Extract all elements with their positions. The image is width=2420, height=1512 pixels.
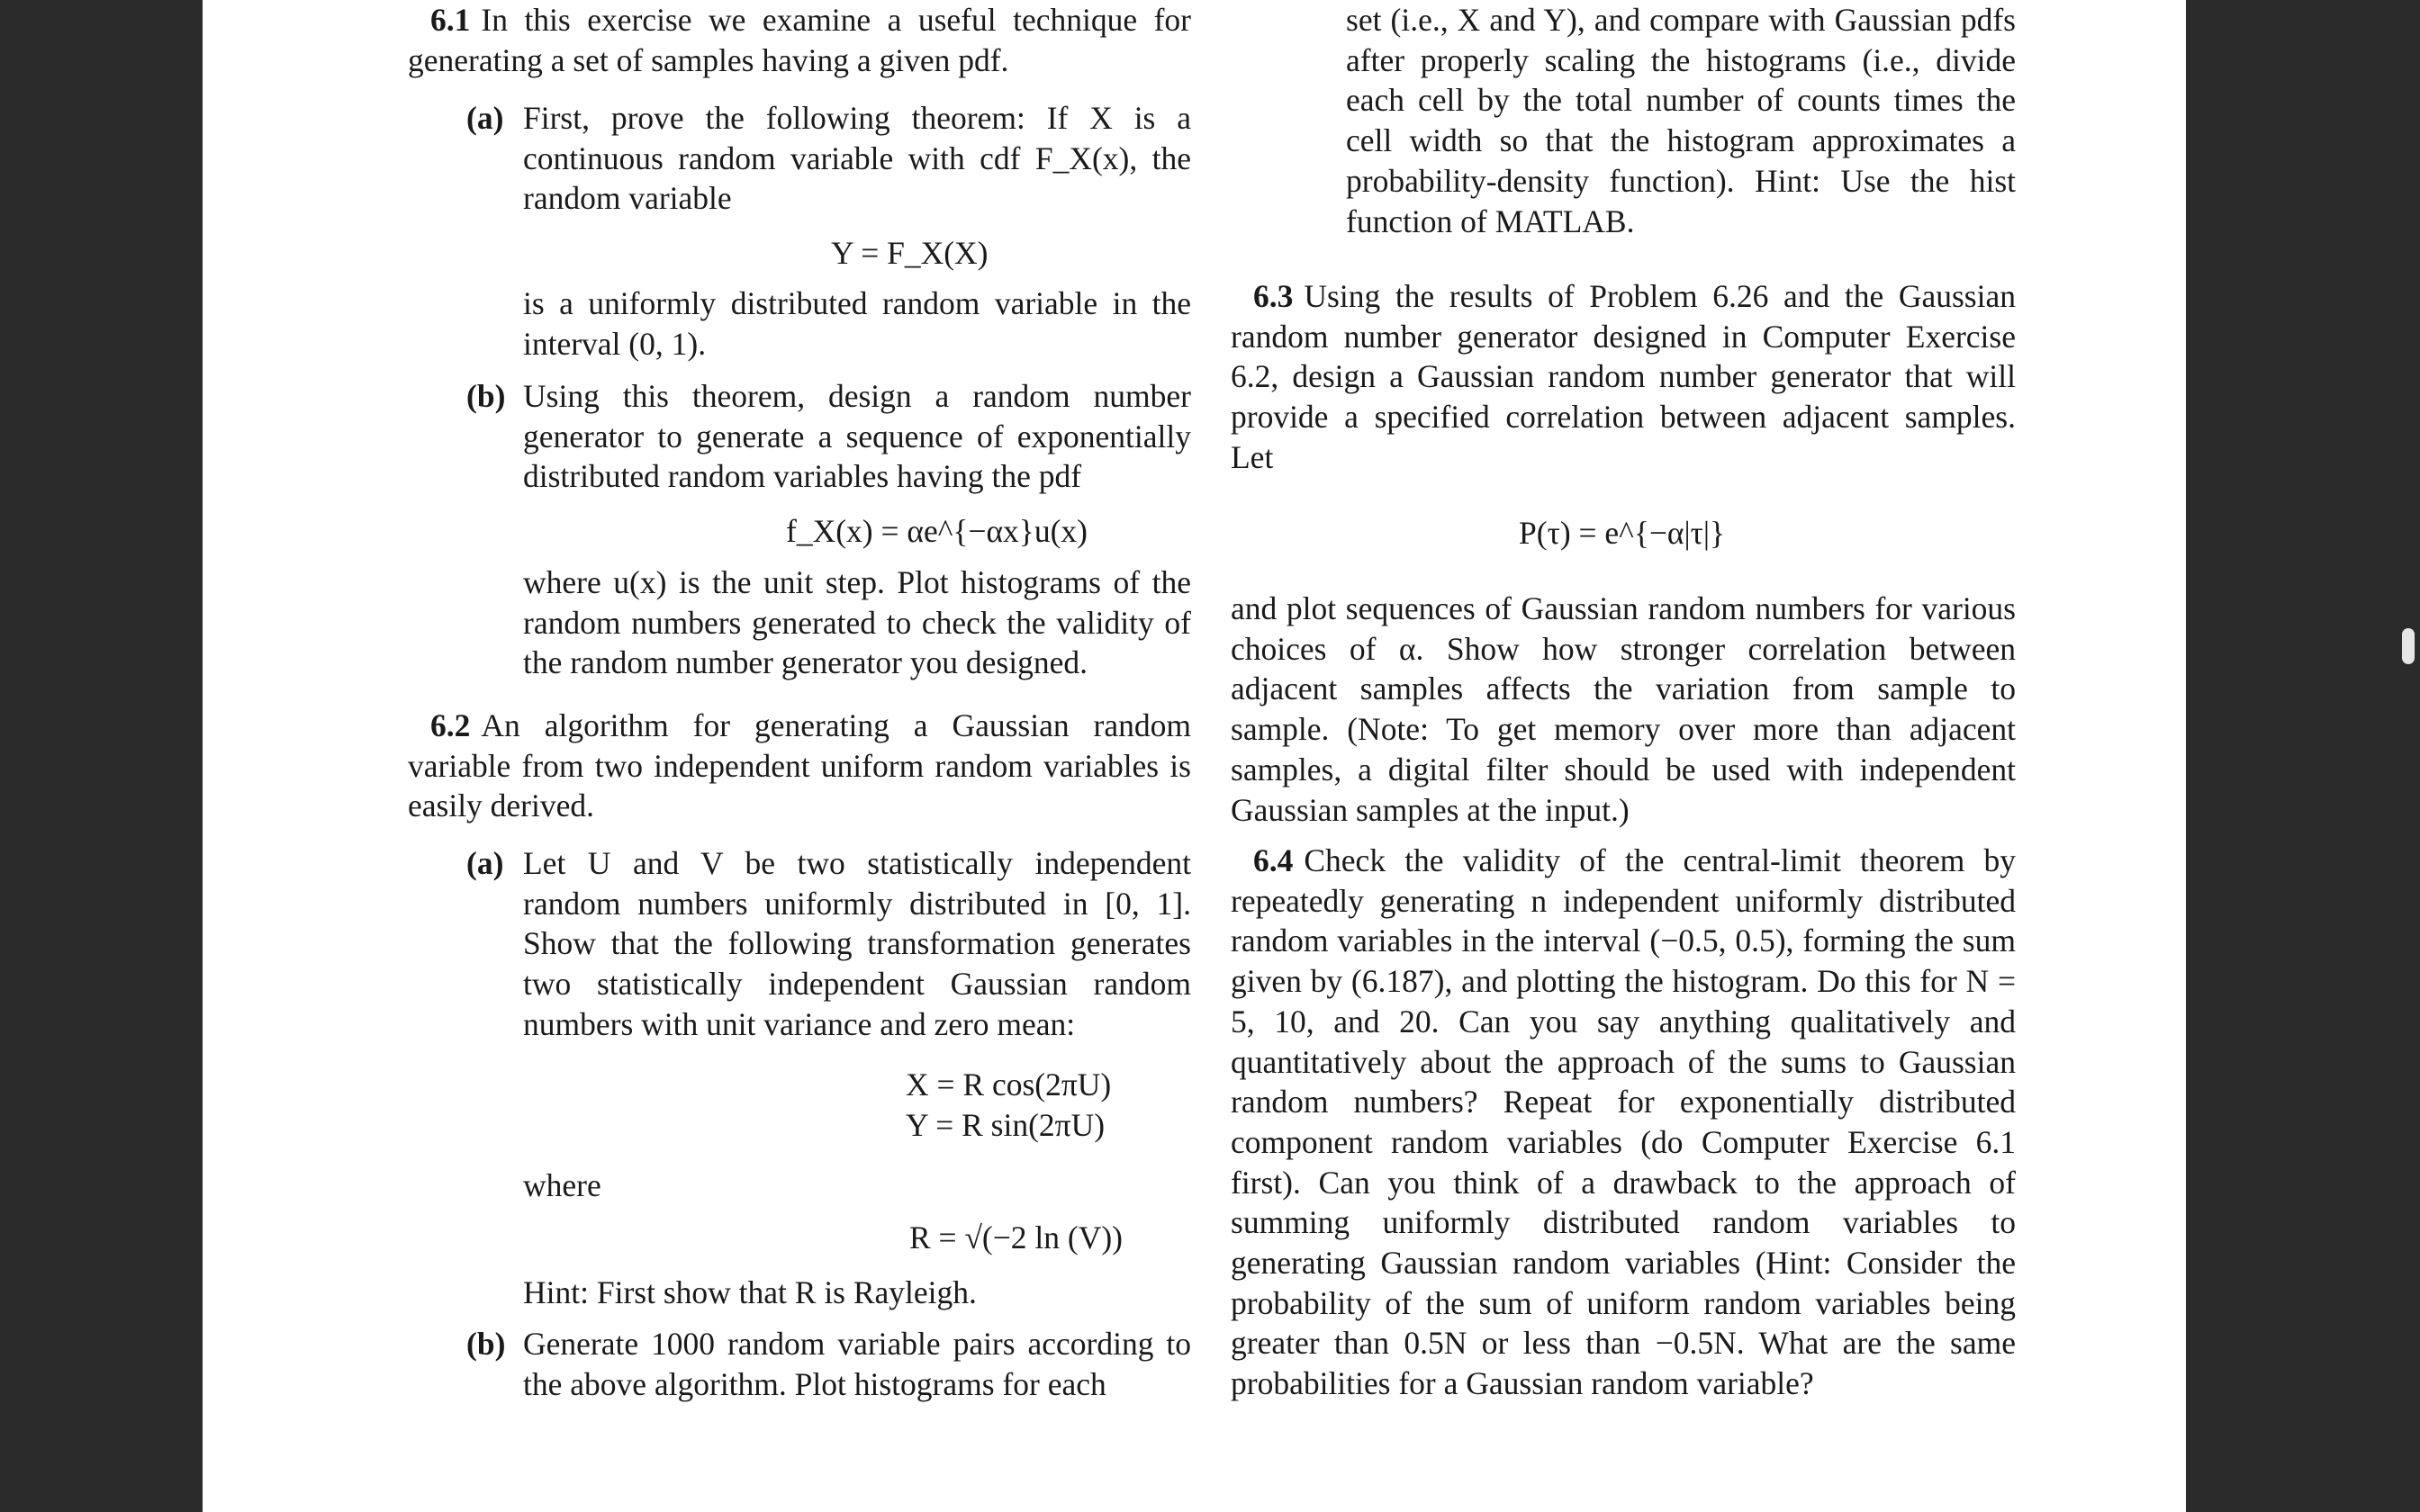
problem-number: 6.2 (430, 707, 471, 743)
problem-text: set (i.e., X and Y), and compare with Gaussian pdfs after properly scaling the histograms (i.e., divide each cell by the total number of counts times the cell width so that the histogram approximates a probability-density function). Hint: Use the hist function of MATLAB. (1346, 2, 2016, 239)
problem-6-2-intro (408, 706, 1191, 826)
problem-6-1a (466, 98, 1191, 219)
problem-6-3-cont (1231, 589, 2016, 830)
problem-6-1a-cont (466, 284, 1191, 364)
equation-r-sqrt: R = √(−2 ln (V)) (909, 1220, 1123, 1256)
problem-6-2b (466, 1324, 1191, 1404)
problem-number: 6.3 (1253, 278, 1294, 314)
problem-6-2a (466, 843, 1191, 1045)
equation-y-rsin: Y = R sin(2πU) (906, 1107, 1106, 1143)
equation-x-rcos: X = R cos(2πU) (906, 1066, 1112, 1102)
problem-number: 6.4 (1253, 842, 1294, 878)
problem-6-4 (1231, 841, 2016, 1404)
problem-6-1b-cont (466, 562, 1191, 683)
equation-correlation: P(τ) = e^{−α|τ|} (1519, 515, 1726, 551)
part-label: (a) (466, 845, 504, 881)
scrollbar-thumb[interactable] (2402, 628, 2415, 664)
part-text: Generate 1000 random variable pairs according to the above algorithm. Plot histograms for each (523, 1326, 1191, 1402)
problem-number: 6.1 (430, 2, 471, 38)
part-text: is a uniformly distributed random variable in the interval (0, 1). (523, 285, 1191, 362)
equation-pdf: f_X(x) = αe^{−αx}u(x) (786, 513, 1088, 549)
problem-text: An algorithm for generating a Gaussian random variable from two independent uniform random variables is easily derived. (408, 707, 1191, 824)
problem-6-1-intro (408, 0, 1191, 80)
problem-text: Using the results of Problem 6.26 and the Gaussian random number generator designed in Computer Exercise 6.2, design a Gaussian random number generator that will provide a specified correlation between adjacent samples. Let (1231, 278, 2016, 475)
part-text: Using this theorem, design a random number generator to generate a sequence of exponentially distributed random variables having the pdf (523, 378, 1191, 495)
problem-6-3 (1231, 276, 2016, 478)
problem-text: Check the validity of the central-limit theorem by repeatedly generating n independent uniformly distributed random variables in the interval (−0.5, 0.5), forming the sum given by (6.187), and plotting the histogram. Do this for N = 5, 10, and 20. Can you say anything qualitatively and quantitatively about the approach of the sums to Gaussian random numbers? Repeat for exponentially distributed component random variables (do Computer Exercise 6.1 first). Can you think of a drawback to the approach of summing uniformly distributed random variables to generating Gaussian random variables (Hint: Consider the probability of the sum of uniform random variables being greater than 0.5N or less than −0.5N. What are the same probabilities for a Gaussian random variable? (1231, 842, 2016, 1402)
problem-6-1b (466, 376, 1191, 497)
document-page (203, 0, 2186, 1512)
problem-6-2b-continued (1231, 0, 2016, 241)
problem-text: and plot sequences of Gaussian random numbers for various choices of α. Show how stronger correlation between adjacent samples affects the variation from sample to sample. (Note: To get memory over more than adjacent samples, a digital filter should be used with independent Gaussian samples at the input.) (1231, 590, 2016, 828)
part-label: (b) (466, 378, 506, 414)
equation-y-fx: Y = F_X(X) (831, 235, 989, 271)
problem-text: In this exercise we examine a useful technique for generating a set of samples having a given pdf. (408, 2, 1191, 78)
part-text: Let U and V be two statistically independent random numbers uniformly distributed in [0, 1]. Show that the following transformation generates two statistically independent Gaussian random numbers with unit variance and zero mean: (523, 845, 1191, 1042)
where-label: where (523, 1167, 601, 1203)
hint-rayleigh: Hint: First show that R is Rayleigh. (523, 1274, 977, 1310)
part-text: First, prove the following theorem: If X is a continuous random variable with cdf F_X(x), the random variable (523, 100, 1191, 217)
part-label: (b) (466, 1326, 506, 1362)
part-text: where u(x) is the unit step. Plot histograms of the random numbers generated to check the validity of the random number generator you designed. (523, 564, 1191, 681)
part-label: (a) (466, 100, 504, 136)
